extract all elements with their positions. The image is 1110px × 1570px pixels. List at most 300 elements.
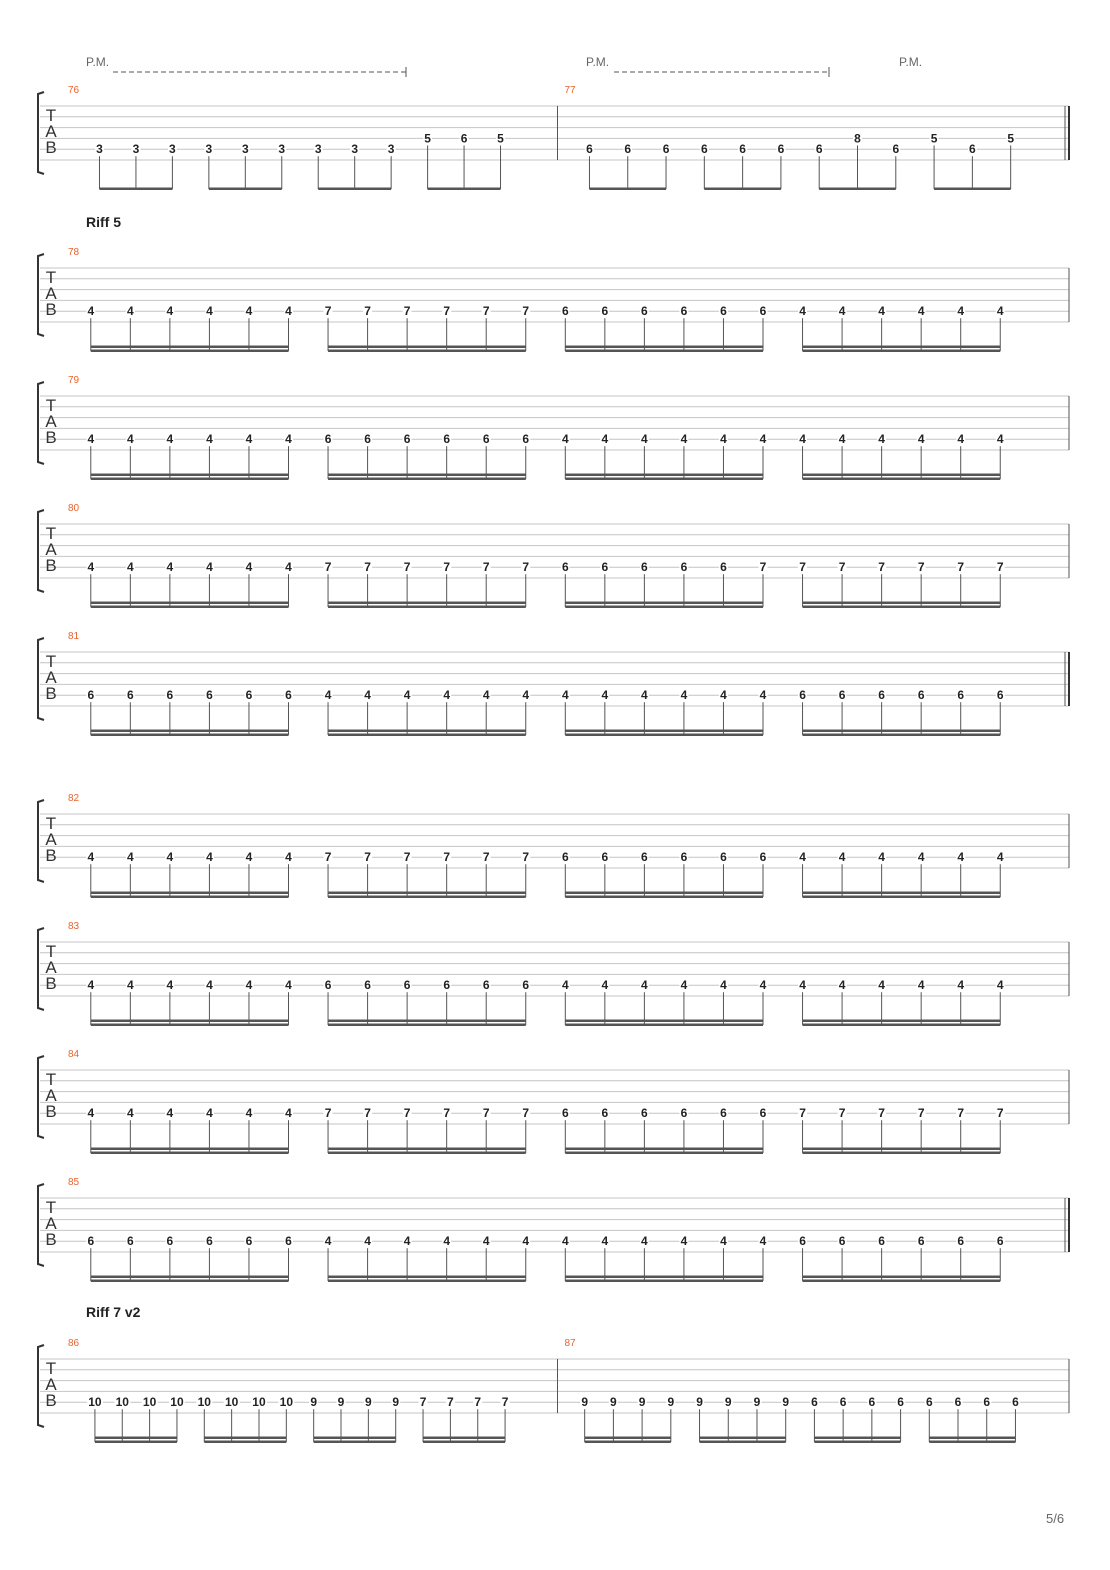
tab-note: 4 xyxy=(126,978,134,993)
beam xyxy=(565,730,763,733)
tab-note: 6 xyxy=(868,1395,876,1410)
tab-note: 7 xyxy=(482,1106,490,1121)
tab-note: 4 xyxy=(957,304,965,319)
tab-note: 6 xyxy=(878,1234,885,1249)
tab-note: 7 xyxy=(501,1395,509,1410)
tab-note: 7 xyxy=(996,1106,1004,1121)
tab-clef-letter: A xyxy=(45,122,57,141)
beam xyxy=(99,188,172,191)
beam xyxy=(700,1441,786,1444)
system-bracket xyxy=(38,92,44,174)
beam xyxy=(803,730,1001,733)
tab-note: 6 xyxy=(700,142,708,157)
beam xyxy=(565,1276,763,1279)
tab-note: 4 xyxy=(206,432,213,447)
beam xyxy=(565,1148,763,1151)
measure-number: 84 xyxy=(68,1049,80,1060)
tab-note: 6 xyxy=(777,142,785,157)
tab-note: 4 xyxy=(285,432,292,447)
beam xyxy=(209,188,282,191)
tab-note: 4 xyxy=(482,688,490,703)
tab-clef-letter: B xyxy=(45,974,57,993)
beam xyxy=(91,474,289,477)
tab-note: 4 xyxy=(364,688,371,703)
beam xyxy=(423,1437,505,1440)
tab-note: 9 xyxy=(392,1395,400,1410)
tab-note: 4 xyxy=(206,560,213,575)
tab-note: 6 xyxy=(969,142,976,157)
tab-note: 3 xyxy=(169,142,176,157)
beam xyxy=(565,350,763,353)
tab-note: 7 xyxy=(838,1106,846,1121)
measure-number: 79 xyxy=(68,375,80,386)
tab-note: 3 xyxy=(96,142,103,157)
system-bracket xyxy=(38,1345,44,1427)
tab-note: 4 xyxy=(87,560,95,575)
beam xyxy=(328,1152,526,1155)
tab-note: 4 xyxy=(206,1106,213,1121)
tab-note: 6 xyxy=(662,142,670,157)
tab-note: 6 xyxy=(1012,1395,1019,1410)
tab-note: 6 xyxy=(324,978,332,993)
tab-clef-letter: A xyxy=(45,1086,57,1105)
tab-note: 6 xyxy=(245,1234,253,1249)
tab-note: 7 xyxy=(838,560,846,575)
tab-note: 7 xyxy=(917,1106,925,1121)
tab-note: 4 xyxy=(878,850,885,865)
tab-clef-letter: T xyxy=(45,106,57,125)
beam xyxy=(428,188,501,191)
tab-note: 9 xyxy=(696,1395,703,1410)
beam xyxy=(803,1276,1001,1279)
tab-note: 4 xyxy=(87,850,95,865)
beam xyxy=(819,188,896,191)
tab-note: 7 xyxy=(403,850,411,865)
tab-note: 4 xyxy=(957,978,965,993)
tab-note: 4 xyxy=(126,850,134,865)
tab-note: 6 xyxy=(720,1106,727,1121)
tab-note: 5 xyxy=(1007,131,1015,146)
tab-note: 9 xyxy=(610,1395,617,1410)
tab-note: 6 xyxy=(561,304,569,319)
tab-note: 4 xyxy=(245,432,253,447)
palm-mute-label: P.M. xyxy=(586,55,610,69)
palm-mute-label: P.M. xyxy=(899,55,923,69)
tab-note: 4 xyxy=(561,1234,569,1249)
tab-note: 4 xyxy=(917,978,925,993)
tab-clef-letter: A xyxy=(45,668,57,687)
tab-clef-letter: A xyxy=(45,540,57,559)
tab-clef-letter: B xyxy=(45,1102,57,1121)
tab-note: 7 xyxy=(522,1106,530,1121)
beam xyxy=(803,1280,1001,1283)
beam xyxy=(314,1437,396,1440)
beam xyxy=(91,1152,289,1155)
beam xyxy=(704,188,781,191)
tab-note: 3 xyxy=(205,142,213,157)
tab-note: 6 xyxy=(285,1234,292,1249)
beam xyxy=(565,602,763,605)
tab-note: 4 xyxy=(878,432,885,447)
tab-note: 6 xyxy=(522,978,530,993)
beam xyxy=(328,730,526,733)
beam xyxy=(91,896,289,899)
tab-note: 6 xyxy=(601,850,609,865)
tab-note: 4 xyxy=(403,1234,411,1249)
tab-note: 6 xyxy=(206,1234,213,1249)
tab-note: 7 xyxy=(324,850,332,865)
beam xyxy=(929,1441,1015,1444)
tab-note: 9 xyxy=(667,1395,675,1410)
beam xyxy=(91,606,289,609)
tab-note: 4 xyxy=(87,304,95,319)
tab-note: 7 xyxy=(447,1395,454,1410)
tab-note: 4 xyxy=(917,432,925,447)
tab-clef-letter: T xyxy=(45,652,57,671)
beam xyxy=(328,346,526,349)
tab-note: 4 xyxy=(799,850,806,865)
tab-note: 6 xyxy=(680,560,688,575)
tab-note: 6 xyxy=(126,688,134,703)
tab-note: 6 xyxy=(892,142,900,157)
system-bracket xyxy=(38,928,44,1010)
beam xyxy=(95,1441,177,1444)
tab-note: 6 xyxy=(364,432,371,447)
tab-note: 4 xyxy=(996,978,1004,993)
tab-note: 4 xyxy=(126,560,134,575)
tab-note: 7 xyxy=(324,1106,332,1121)
beam xyxy=(91,734,289,737)
tab-note: 9 xyxy=(753,1395,761,1410)
system-bracket xyxy=(38,1184,44,1266)
tab-clef-letter: T xyxy=(45,524,57,543)
tab-note: 6 xyxy=(925,1395,933,1410)
tab-note: 4 xyxy=(601,978,609,993)
beam xyxy=(803,346,1001,349)
tab-note: 4 xyxy=(522,688,530,703)
tab-note: 6 xyxy=(285,688,292,703)
tab-note: 6 xyxy=(917,688,925,703)
beam xyxy=(328,478,526,481)
tab-note: 7 xyxy=(474,1395,482,1410)
beam xyxy=(328,1024,526,1027)
tab-clef-letter: T xyxy=(45,814,57,833)
tab-note: 4 xyxy=(759,432,767,447)
tab-note: 4 xyxy=(245,850,253,865)
tab-note: 6 xyxy=(897,1395,904,1410)
beam xyxy=(91,1148,289,1151)
tab-note: 4 xyxy=(641,688,648,703)
tab-note: 4 xyxy=(799,304,806,319)
beam xyxy=(700,1437,786,1440)
tab-clef-letter: B xyxy=(45,556,57,575)
tab-note: 6 xyxy=(561,1106,569,1121)
tab-clef-letter: T xyxy=(45,268,57,287)
tab-note: 6 xyxy=(996,688,1004,703)
tab-note: 7 xyxy=(957,1106,965,1121)
tab-note: 4 xyxy=(838,304,846,319)
tab-clef-letter: B xyxy=(45,1391,57,1410)
measure-number: 80 xyxy=(68,503,80,514)
beam xyxy=(328,896,526,899)
tab-note: 4 xyxy=(206,304,213,319)
beam xyxy=(565,346,763,349)
beam xyxy=(91,350,289,353)
beam xyxy=(565,892,763,895)
tab-note: 6 xyxy=(601,304,609,319)
tab-note: 4 xyxy=(482,1234,490,1249)
tab-note: 7 xyxy=(324,560,332,575)
tab-note: 4 xyxy=(561,978,569,993)
tab-note: 7 xyxy=(799,1106,806,1121)
beam xyxy=(929,1437,1015,1440)
tab-note: 4 xyxy=(166,432,174,447)
beam xyxy=(803,1024,1001,1027)
tab-note: 7 xyxy=(403,1106,411,1121)
tab-note: 6 xyxy=(641,1106,648,1121)
beam xyxy=(314,1441,396,1444)
tab-note: 4 xyxy=(126,304,134,319)
tab-note: 10 xyxy=(279,1395,294,1410)
tab-note: 6 xyxy=(601,560,609,575)
tab-note: 4 xyxy=(403,688,411,703)
tab-note: 7 xyxy=(996,560,1004,575)
tab-clef-letter: A xyxy=(45,830,57,849)
tab-note: 6 xyxy=(739,142,746,157)
tab-note: 6 xyxy=(996,1234,1004,1249)
beam xyxy=(803,474,1001,477)
beam xyxy=(91,892,289,895)
tab-note: 4 xyxy=(126,432,134,447)
tab-note: 7 xyxy=(759,560,767,575)
tab-note: 9 xyxy=(337,1395,345,1410)
tab-note: 5 xyxy=(497,131,504,146)
tab-note: 4 xyxy=(166,560,174,575)
tab-note: 7 xyxy=(522,304,530,319)
tab-note: 10 xyxy=(170,1395,184,1410)
tab-clef-letter: A xyxy=(45,284,57,303)
tab-note: 7 xyxy=(482,304,490,319)
beam xyxy=(328,350,526,353)
beam xyxy=(803,1152,1001,1155)
tab-note: 6 xyxy=(126,1234,134,1249)
beam xyxy=(565,1020,763,1023)
tab-note: 4 xyxy=(285,978,292,993)
tab-note: 6 xyxy=(680,850,688,865)
tab-note: 6 xyxy=(954,1395,962,1410)
tab-note: 6 xyxy=(641,560,648,575)
measure-number: 82 xyxy=(68,793,80,804)
tab-note: 9 xyxy=(724,1395,732,1410)
beam xyxy=(91,478,289,481)
tab-note: 7 xyxy=(799,560,806,575)
tab-note: 4 xyxy=(680,432,688,447)
beam xyxy=(803,606,1001,609)
tab-note: 6 xyxy=(443,978,451,993)
tab-note: 6 xyxy=(561,560,569,575)
beam xyxy=(91,1276,289,1279)
beam xyxy=(814,1437,900,1440)
tab-note: 6 xyxy=(522,432,530,447)
beam xyxy=(803,478,1001,481)
tab-note: 4 xyxy=(166,850,174,865)
tab-note: 3 xyxy=(241,142,249,157)
tab-note: 6 xyxy=(878,688,885,703)
tab-note: 4 xyxy=(759,688,767,703)
system-bracket xyxy=(38,638,44,720)
tab-note: 6 xyxy=(815,142,823,157)
tab-note: 4 xyxy=(838,978,846,993)
beam xyxy=(803,350,1001,353)
tab-note: 4 xyxy=(720,432,727,447)
system-bracket xyxy=(38,382,44,464)
tab-note: 4 xyxy=(245,1106,253,1121)
beam xyxy=(328,892,526,895)
tab-note: 7 xyxy=(522,850,530,865)
tab-note: 6 xyxy=(641,850,648,865)
tab-note: 8 xyxy=(854,131,861,146)
beam xyxy=(328,474,526,477)
tab-note: 7 xyxy=(443,560,451,575)
tab-note: 7 xyxy=(482,560,490,575)
tab-note: 6 xyxy=(759,850,767,865)
tab-note: 9 xyxy=(782,1395,790,1410)
tab-note: 6 xyxy=(206,688,213,703)
tab-note: 9 xyxy=(638,1395,646,1410)
tab-note: 4 xyxy=(641,1234,648,1249)
beam xyxy=(565,478,763,481)
tab-note: 4 xyxy=(324,688,332,703)
tab-note: 7 xyxy=(403,304,411,319)
tab-note: 10 xyxy=(142,1395,157,1410)
tab-note: 4 xyxy=(324,1234,332,1249)
tab-note: 7 xyxy=(957,560,965,575)
measure-number: 77 xyxy=(564,85,576,96)
tab-note: 6 xyxy=(586,142,593,157)
tab-note: 10 xyxy=(115,1395,129,1410)
tab-note: 10 xyxy=(88,1395,102,1410)
tab-note: 7 xyxy=(364,560,371,575)
tab-note: 3 xyxy=(351,142,359,157)
system-bracket xyxy=(38,1056,44,1138)
beam xyxy=(565,474,763,477)
tab-note: 4 xyxy=(166,978,174,993)
tab-note: 6 xyxy=(759,304,767,319)
tab-note: 4 xyxy=(720,1234,727,1249)
beam xyxy=(204,1441,286,1444)
tab-note: 6 xyxy=(166,688,174,703)
tab-note: 4 xyxy=(601,432,609,447)
tab-clef-letter: B xyxy=(45,300,57,319)
tab-note: 4 xyxy=(561,432,569,447)
tab-note: 6 xyxy=(957,688,965,703)
tab-note: 4 xyxy=(285,1106,292,1121)
tab-note: 6 xyxy=(720,304,727,319)
tab-note: 10 xyxy=(197,1395,211,1410)
tab-note: 6 xyxy=(680,1106,688,1121)
tab-note: 4 xyxy=(87,1106,95,1121)
tab-note: 4 xyxy=(245,304,253,319)
beam xyxy=(318,188,391,191)
tab-note: 4 xyxy=(720,978,727,993)
tab-note: 6 xyxy=(799,1234,806,1249)
beam xyxy=(565,734,763,737)
tab-note: 6 xyxy=(166,1234,174,1249)
tab-note: 3 xyxy=(278,142,286,157)
beam xyxy=(565,1280,763,1283)
system-bracket xyxy=(38,800,44,882)
beam xyxy=(814,1441,900,1444)
tab-note: 6 xyxy=(403,978,411,993)
measure-number: 86 xyxy=(68,1338,80,1349)
tab-note: 6 xyxy=(601,1106,609,1121)
tab-note: 4 xyxy=(878,304,885,319)
tab-note: 4 xyxy=(996,850,1004,865)
tab-note: 4 xyxy=(443,688,451,703)
tab-note: 4 xyxy=(364,1234,371,1249)
beam xyxy=(91,346,289,349)
tab-note: 4 xyxy=(285,304,292,319)
tab-note: 4 xyxy=(799,978,806,993)
tab-note: 7 xyxy=(364,850,371,865)
tab-note: 6 xyxy=(482,432,490,447)
tab-note: 4 xyxy=(996,304,1004,319)
tab-note: 9 xyxy=(365,1395,372,1410)
tab-note: 4 xyxy=(245,560,253,575)
tab-note: 4 xyxy=(799,432,806,447)
beam xyxy=(589,188,666,191)
tab-note: 7 xyxy=(878,1106,885,1121)
tab-note: 6 xyxy=(838,1234,846,1249)
beam xyxy=(328,606,526,609)
tab-note: 9 xyxy=(581,1395,589,1410)
beam xyxy=(91,1024,289,1027)
tab-note: 6 xyxy=(403,432,411,447)
tab-clef-letter: B xyxy=(45,846,57,865)
tab-note: 7 xyxy=(324,304,332,319)
tab-note: 6 xyxy=(983,1395,991,1410)
tab-clef-letter: B xyxy=(45,428,57,447)
tab-note: 3 xyxy=(132,142,140,157)
tab-note: 4 xyxy=(680,1234,688,1249)
tab-note: 4 xyxy=(87,978,95,993)
section-label: Riff 5 xyxy=(86,214,121,230)
tab-note: 6 xyxy=(87,1234,95,1249)
beam xyxy=(91,730,289,733)
measure-number: 78 xyxy=(68,247,80,258)
tab-clef-letter: A xyxy=(45,958,57,977)
beam xyxy=(91,602,289,605)
system-bracket xyxy=(38,254,44,336)
beam xyxy=(934,188,1011,191)
tab-note: 4 xyxy=(285,560,292,575)
tab-note: 6 xyxy=(811,1395,818,1410)
tab-note: 3 xyxy=(314,142,322,157)
beam xyxy=(328,1280,526,1283)
tab-note: 7 xyxy=(403,560,411,575)
measure-number: 76 xyxy=(68,85,80,96)
tab-note: 6 xyxy=(838,688,846,703)
tab-note: 3 xyxy=(387,142,395,157)
tab-note: 5 xyxy=(930,131,938,146)
measure-number: 81 xyxy=(68,631,80,642)
tab-note: 7 xyxy=(443,850,451,865)
beam xyxy=(91,1020,289,1023)
tab-note: 4 xyxy=(917,850,925,865)
tab-clef-letter: T xyxy=(45,1359,57,1378)
tab-note: 4 xyxy=(443,1234,451,1249)
tab-note: 4 xyxy=(206,850,213,865)
